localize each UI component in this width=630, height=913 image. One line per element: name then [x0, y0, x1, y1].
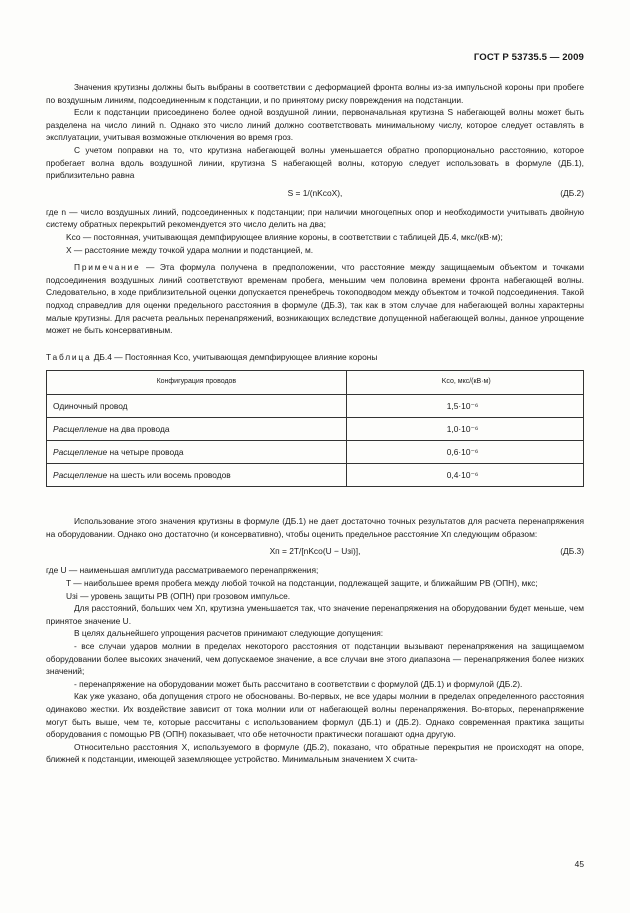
paragraph: Использование этого значения крутизны в формуле (ДБ.1) не дает достаточно точных результатов для расчета перенапряжения на оборудовании. Однако оно достаточно (и консервативно), чтобы оценить предельное расстояние Xп следующим образом:	[46, 516, 584, 539]
definition: где U — наименьшая амплитуда рассматриваемого перенапряжения;	[46, 565, 319, 576]
table-row	[47, 418, 584, 441]
table-cell-value: 1,5·10⁻⁶	[346, 395, 583, 418]
definition: T — наибольшее время пробега между любой точкой на подстанции, подлежащей защите, и ближайшим РВ (ОПН), мкс;	[66, 578, 538, 589]
table-cell-config: Расщепление на два провода	[47, 418, 347, 441]
header-config: Конфигурация проводов	[47, 371, 347, 395]
paragraph: Для расстояний, больших чем Xп, крутизна уменьшается так, что значение перенапряжения на оборудовании будет меньше, чем принятое значение U.	[46, 603, 584, 626]
table-cell-config: Расщепление на четыре провода	[47, 441, 347, 464]
formula-expression: S = 1/(nKсоX),	[287, 187, 343, 198]
formula-number: (ДБ.3)	[560, 546, 584, 557]
definition: X — расстояние между точкой удара молнии и подстанцией, м.	[66, 244, 314, 255]
table-header-row	[47, 371, 584, 395]
formula-number: (ДБ.2)	[560, 187, 584, 198]
note-text: — Эта формула получена в предположении, что расстояние между защищаемым объектом и точками подсоединения воздушных линий соответствуют временам пробега, меньшим чем половина времени фронта набегающей волны. Следовательно, в ходе приблизительной оценки допускается пренебречь токоподводом между объектом и точкой подсоединения. Такой подход справедлив для оценки предельного расстояния в формуле (ДБ.3), так как в этом случае для набегающей волны характерны малые крутизны. Для расчета реальных перенапряжений, возникающих вследствие допущенной набегающей волны, данное упрощение может не быть консервативным.	[46, 262, 584, 336]
table-cell-value: 0,4·10⁻⁶	[346, 464, 583, 487]
paragraph: Относительно расстояния X, используемого в формуле (ДБ.2), показано, что обратные перекрытия не происходят на опоре, ближней к подстанции, имеющей заземляющее устройство. Минимальным значением X счита-	[46, 741, 584, 765]
formula-expression: Xп = 2T/[nKсо(U − Uзi)],	[269, 546, 361, 557]
definition: Uзi — уровень защиты РВ (ОПН) при грозовом импульсе.	[66, 590, 291, 601]
note	[46, 261, 584, 337]
paragraph: Как уже указано, оба допущения строго не обоснованы. Во-первых, не все удары молнии в пределах определенного расстояния одинаково жестки. Их воздействие зависит от тока молнии или от набегающей волны перенапряжения. Во-вторых, перенапряжение могут быть выше, чем те, которые рассчитаны с использованием формул (ДБ.1) и (ДБ.2). Однако современная практика защиты оборудования с помощью РВ (ОПН) показывает, что обе неточности практически погашают одна другую.	[46, 691, 584, 740]
table-cell-value: 1,0·10⁻⁶	[346, 418, 583, 441]
table-cell-config: Одиночный провод	[47, 395, 347, 418]
table-row	[47, 464, 584, 487]
list-item: - все случаи ударов молнии в пределах некоторого расстояния от подстанции вызывают перенапряжения на защищаемом оборудовании более высоких значений, чем допускаемое значение, а все случаи вне этого диапазона — перенапряжения более низких значений;	[46, 641, 584, 677]
table-row	[47, 441, 584, 464]
definition: Kсо — постоянная, учитывающая демпфирующее влияние короны, в соответствии с таблицей ДБ.4, мкс/(кВ·м);	[66, 231, 503, 242]
formula-db3	[46, 545, 584, 560]
page-number: 45	[574, 859, 584, 869]
paragraph: Если к подстанции присоединено более одной воздушной линии, первоначальная крутизна S набегающей волны может быть разделена на число линий n. Однако это число линий должно соответствовать минимальному числу, которое следует оставлять в эксплуатации, учитывая возможные отключения во время гроз.	[46, 107, 584, 143]
header-kco: Kсо, мкс/(кВ·м)	[346, 371, 583, 395]
table-caption	[46, 351, 584, 364]
list-item: - перенапряжение на оборудовании может быть рассчитано в соответствии с формулой (ДБ.1) и формулой (ДБ.2).	[74, 678, 523, 689]
paragraph: С учетом поправки на то, что крутизна набегающей волны уменьшается обратно пропорционально расстоянию, которое пробегает волна вдоль воздушной линии, крутизна S набегающей волны, которую следует использовать в формуле (ДБ.1), приблизительно равна	[46, 144, 584, 181]
document-id: ГОСТ Р 53735.5 — 2009	[473, 52, 584, 63]
table-caption-label: Таблица	[46, 351, 92, 362]
table-cell-config: Расщепление на шесть или восемь проводов	[47, 464, 347, 487]
formula-db2	[46, 187, 584, 202]
table-row	[47, 395, 584, 418]
paragraph: Значения крутизны должны быть выбраны в соответствии с деформацией фронта волны из-за импульсной короны при пробеге по воздушным линиям, подсоединенным к подстанции, и по принятому риску повреждения на подстанции.	[46, 82, 584, 105]
paragraph: В целях дальнейшего упрощения расчетов принимают следующие допущения:	[74, 628, 384, 639]
corona-table	[46, 370, 584, 487]
table-cell-value: 0,6·10⁻⁶	[346, 441, 583, 464]
table-caption-text: ДБ.4 — Постоянная Kсо, учитывающая демпфирующее влияние короны	[91, 351, 378, 362]
note-label: Примечание	[74, 262, 141, 273]
definition: где n — число воздушных линий, подсоединенных к подстанции; при наличии многоцепных опор и необходимости учитывать двойную систему обратных перекрытий рекомендуется это число делить на два;	[46, 206, 584, 230]
document-body	[46, 81, 584, 766]
